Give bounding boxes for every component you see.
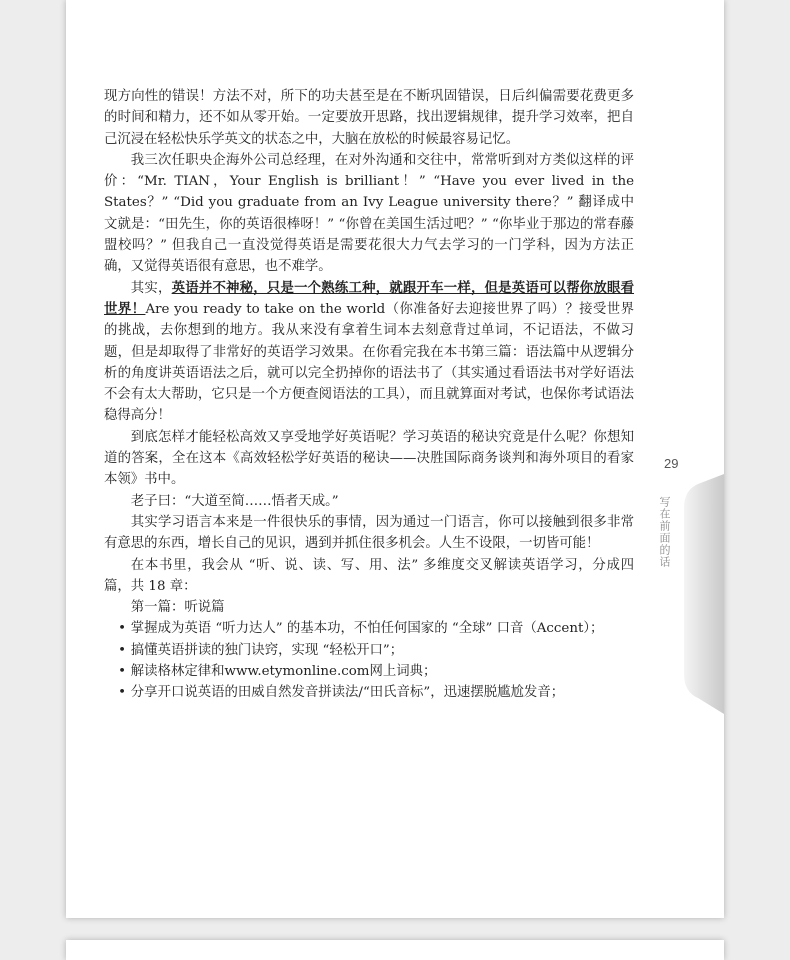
- bullet-icon: •: [118, 642, 126, 658]
- list-item-text: 解读格林定律和www.etymonline.com网上词典；: [130, 664, 437, 680]
- bullet-icon: •: [118, 664, 126, 680]
- running-title: 写在前面的话: [658, 496, 671, 568]
- section-heading: 第一篇：听说篇: [130, 600, 225, 616]
- paragraph-3-rest: Are you ready to take on the world（你准备好去迎接世界了吗）？接受世界的挑战，去你想到的地方。我从来没有拿着生词本去刻意背过单词，不记语法，不做习题，但是却取得了非常好的英语学习效果。在你看完我在本书第三篇：语法篇中从逻辑分析的角度讲英语语法之后，就可以完全扔掉你的语法书了（其实通过看语法书对学好语法不会有太大帮助，它只是一个方便查阅语法的工具），而且就算面对考试，也保你考试语法稳得高分！: [104, 301, 634, 424]
- paragraph-1: 现方向性的错误！方法不对，所下的功夫甚至是在不断巩固错误，日后纠偏需要花费更多的时间和精力，还不如从零开始。一定要放开思路，找出逻辑规律，提升学习效率，把自己沉浸在轻松快乐学英文的状态之中，大脑在放松的时候最容易记忆。: [104, 89, 634, 147]
- paragraph-5: 老子曰：“大道至简……悟者天成。”: [130, 493, 339, 509]
- bullet-icon: •: [118, 621, 126, 637]
- next-page-edge: [66, 940, 724, 960]
- list-item: [104, 661, 634, 682]
- emphasized-sentence: 英语并不神秘，只是一个熟练工种，就跟开车一样，但是英语可以帮你放眼看世界！: [104, 279, 635, 317]
- list-item-text: 搞懂英语拼读的独门诀窍，实现 “轻松开口”；: [130, 642, 404, 658]
- chapter-tab-decoration: [676, 474, 724, 714]
- body-text: [104, 86, 634, 704]
- paragraph-2: 我三次任职央企海外公司总经理，在对外沟通和交往中，常常听到对方类似这样的评价：“Mr. TIAN，Your English is brilliant！” “Have you ever lived in the States？” “Did you graduate from an Ivy League university there？” 翻译成中文就是：“田先生，你的英语很棒呀！” “你曾在美国生活过吧？” “你毕业于那边的常春藤盟校吗？” 但我自己一直没觉得英语是需要花很大力气去学习的一门学科，因为方法正确，又觉得英语很有意思，也不难学。: [104, 152, 634, 275]
- page-number: 29: [664, 456, 679, 471]
- paragraph-3: [104, 278, 634, 427]
- paragraph-6: 其实学习语言本来是一件很快乐的事情，因为通过一门语言，你可以接触到很多非常有意思的东西，增长自己的见识，遇到并抓住很多机会。人生不设限，一切皆可能！: [104, 514, 634, 552]
- paragraph-3-lead: 其实，: [130, 280, 172, 296]
- list-item-text: 分享开口说英语的田威自然发音拼读法/“田氏音标”，迅速摆脱尴尬发音；: [130, 685, 565, 701]
- bullet-icon: •: [118, 685, 126, 701]
- list-item: [104, 682, 634, 703]
- paragraph-4: 到底怎样才能轻松高效又享受地学好英语呢？学习英语的秘诀究竟是什么呢？你想知道的答案，全在这本《高效轻松学好英语的秘诀——决胜国际商务谈判和海外项目的看家本领》书中。: [104, 429, 634, 488]
- list-item: [104, 640, 634, 661]
- list-item: [104, 618, 634, 639]
- paragraph-7: 在本书里，我会从 “听、说、读、写、用、法” 多维度交叉解读英语学习，分成四篇，共 18 章：: [104, 557, 634, 594]
- list-item-text: 掌握成为英语 “听力达人” 的基本功，不怕任何国家的 “全球” 口音（Accent）；: [130, 621, 604, 637]
